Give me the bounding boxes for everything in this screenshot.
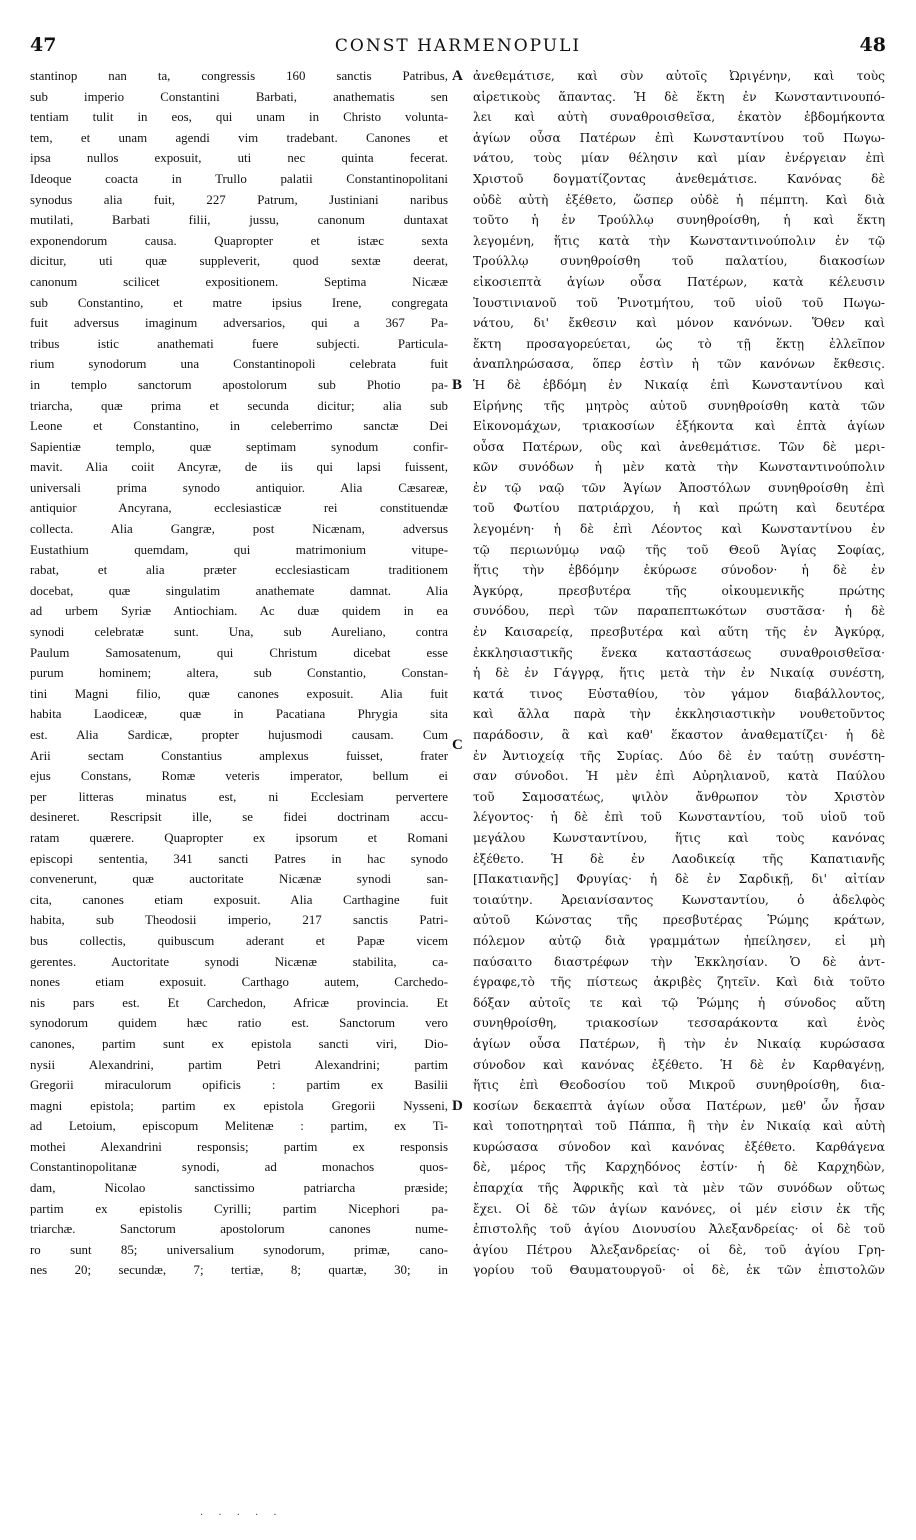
latin-text-line: partim ex epistolis Cyrilli; partim Nicephori pa- — [30, 1201, 448, 1216]
greek-text-line: εἰκοσιεπτὰ ἁγίων οὖσα Πατέρων, κατὰ κέλευσιν — [473, 274, 885, 289]
latin-text-line: nis pars est. Et Carchedon, Africæ provincia. Et — [30, 995, 448, 1010]
greek-text-line: μεγάλου Κωνσταντίνου, ἥτις καὶ τοὺς κανόνας — [473, 830, 885, 845]
greek-text-line: καὶ τοποτηρηταὶ τοῦ Πάππα, ἣ τὴν ἐν Νικαίᾳ καὶ αὐτὴ — [473, 1119, 885, 1134]
latin-text-line: triarchæ. Sanctorum apostolorum canones nume- — [30, 1222, 448, 1237]
greek-text-line: νάτου, τοὺς μίαν θέλησιν καὶ μίαν ἐνέργειαν ἐπὶ — [473, 151, 885, 166]
latin-text-line: nones etiam exposuit. Carthago autem, Carchedo- — [30, 975, 448, 990]
latin-text-line: desineret. Rescripsit ille, se fidei doctrinam accu- — [30, 810, 448, 825]
latin-text-line: purum hominem; altera, sub Constantio, Constan- — [30, 666, 448, 681]
greek-text-line: κοσίων δεκαεπτὰ ἁγίων οὖσα Πατέρων, μεθ' ὧν ἦσαν — [473, 1098, 885, 1113]
latin-text-line: canonum scilicet expositionem. Septima Nicææ — [30, 274, 448, 289]
latin-text-line: mutilati, Barbati filii, jussu, canonum duntaxat — [30, 213, 448, 228]
latin-text-line: antiquior Ancyrana, ecclesiasticæ rei constituendæ — [30, 501, 448, 516]
greek-text-line: ἐν τῷ ναῷ τῶν Ἁγίων Ἀποστόλων συνηθροίσθη ἐπὶ — [473, 480, 885, 495]
latin-text-line: habita Laodiceæ, quæ in Pacatiana Phrygia sita — [30, 707, 448, 722]
latin-text-line: ipsa nullos exposuit, uti nec quinta fecerat. — [30, 151, 448, 166]
greek-text-line: δὲ, μέρος τῆς Καρχηδόνος ἐστίν· ἡ δὲ Καρχηδὼν, — [473, 1160, 885, 1175]
latin-text-line: magni epistola; partim ex epistola Gregorii Nysseni, — [30, 1098, 448, 1113]
greek-text-line: ἁγίου Πέτρου Ἀλεξανδρείας· οἱ δὲ, τοῦ ἁγίου Γρη- — [473, 1242, 885, 1257]
greek-text-line: ἕκτη προσαγορεύεται, ὡς τὸ τῇ ἕκτῃ ἐλλεῖπον — [473, 336, 885, 351]
greek-text-line: κῶν συνόδων ἡ μὲν κατὰ τὴν Κωνσταντινούπολιν — [473, 460, 885, 475]
greek-text-line: συνηθροίσθη, τριακοσίων τεσσαράκοντα καὶ ἑνὸς — [473, 1016, 885, 1031]
greek-text-line: οὖσα Πατέρων, οὓς καὶ ἀνεθεμάτισε. Τῶν δὲ μερι- — [473, 439, 885, 454]
greek-text-line: ἐπαρχία τῆς Ἀφρικῆς καὶ τὰ μὲν τῶν συνόδων οὕτως — [473, 1181, 885, 1196]
latin-text-line: Arii sectam Constantius amplexus fuisset, frater — [30, 748, 448, 763]
latin-text-line: collecta. Alia Gangræ, post Nicænam, adversus — [30, 522, 448, 537]
latin-text-line: canones, partim sunt ex epistola sancti viri, Dio- — [30, 1036, 448, 1051]
greek-text-line: ἐν Ἀντιοχείᾳ τῆς Συρίας. Δύο δὲ ἐν ταύτῃ συνέστη- — [473, 748, 885, 763]
latin-text-line: synodorum quidem hæc ratio est. Sanctorum vero — [30, 1016, 448, 1031]
greek-text-line: λεγομένη, ἥτις κατὰ τὴν Κωνσταντινούπολιν ἐν τῷ — [473, 233, 885, 248]
latin-text-line: habita, sub Theodosii imperio, 217 sanctis Patri- — [30, 913, 448, 928]
greek-text-line: ἁγίων οὖσα Πατέρων ἐπὶ Κωνσταντίνου τοῦ Πωγω- — [473, 130, 885, 145]
greek-text-line: λεγομένη· ἡ δὲ ἐπὶ Λέοντος καὶ Κωνσταντίνου ἐν — [473, 522, 885, 537]
latin-text-line: nes 20; secundæ, 7; tertiæ, 8; quartæ, 30; in — [30, 1263, 448, 1278]
greek-text-line: δόξαν αὐτοῖς τε καὶ τῷ Ῥώμης ἡ σύνοδος αὕτη — [473, 995, 885, 1010]
latin-text-line: ad Letoium, episcopum Melitenæ : partim, ex Ti- — [30, 1119, 448, 1134]
latin-text-line: dicitur, uti quæ suppleverit, quod sextæ deerat, — [30, 254, 448, 269]
greek-column — [473, 66, 885, 1281]
greek-text-line: τοιαύτην. Ἀρειανίσαντος Κωνσταντίου, ὁ ἀδελφὸς — [473, 892, 885, 907]
greek-text-line: [Πακατιανῆς] Φρυγίας· ἡ δὲ ἐν Σαρδικῇ, δι' αἰτίαν — [473, 872, 885, 887]
greek-text-line: ἥτις ἐπὶ Θεοδοσίου τοῦ Μικροῦ συνηθροίσθη, δια- — [473, 1078, 885, 1093]
greek-text-line: νάτου, δι' ἔκθεσιν καὶ μόνον κανόνων. Ὅθεν καὶ — [473, 316, 885, 331]
greek-text-line: λέγοντος· ἡ δὲ ἐπὶ τοῦ Κωνσταντίου, τοῦ υἱοῦ τοῦ — [473, 810, 885, 825]
greek-text-line: Ἀγκύρᾳ, πρεσβυτέρα τῆς οἰκουμενικῆς πρώτης — [473, 583, 885, 598]
latin-text-line: docebat, quæ singulatim anathemate damnat. Alia — [30, 583, 448, 598]
latin-text-line: est. Alia Sardicæ, propter hujusmodi causam. Cum — [30, 728, 448, 742]
latin-text-line: sub imperio Constantini Barbati, anathematis sen — [30, 89, 448, 104]
page-header — [30, 34, 886, 62]
greek-text-line: πόλεμον αὐτῷ διὰ γραμμάτων ἠπείλησεν, εἰ μὴ — [473, 933, 885, 948]
latin-text-line: ad urbem Syriæ Antiochiam. Ac duæ quidem in ea — [30, 604, 448, 619]
greek-text-line: παύσαιτο διαστρέφων τὴν Ἐκκλησίαν. Ὁ δὲ ἀντ- — [473, 954, 885, 969]
greek-text-line: ἐξέθετο. Ἡ δὲ ἐν Λαοδικείᾳ τῆς Καπατιανῆς — [473, 851, 885, 866]
latin-text-line: nysii Alexandrini, partim Petri Alexandrini; partim — [30, 1057, 448, 1072]
greek-text-line: Εἰρήνης τῆς μητρὸς αὐτοῦ συνηθροίσθη κατὰ τῶν — [473, 398, 885, 413]
greek-text-line: έγραφε,τὸ τῆς πίστεως ἀκριβὲς ζητεῖν. Καὶ διὰ τοῦτο — [473, 975, 885, 990]
greek-text-line: ἡ δὲ ἐν Γάγγρᾳ, ἥτις μετὰ τὴν ἐν Νικαίᾳ συνέστη, — [473, 666, 885, 681]
latin-text-line: synodus alia fuit, 227 Patrum, Justiniani naribus — [30, 192, 448, 207]
latin-text-line: Gregorii miraculorum opificis : partim ex Basilii — [30, 1078, 448, 1093]
latin-text-line: Leone et Constantino, in celeberrimo sanctæ Dei — [30, 419, 448, 434]
latin-text-line: episcopi sententia, 341 sancti Patres in hac synodo — [30, 851, 448, 866]
greek-text-line: Τρούλλῳ συνηθροίσθη τοῦ παλατίου, διακοσίων — [473, 254, 885, 269]
section-marker-d: D — [452, 1098, 463, 1114]
greek-text-line: Ἰουστινιανοῦ τοῦ Ῥινοτμήτου, τοῦ υἱοῦ τοῦ Πωγω- — [473, 295, 885, 310]
greek-text-line: τοῦ Σαμοσατέως, ψιλὸν ἄνθρωπον τὸν Χριστὸν — [473, 789, 885, 804]
latin-text-line: ratam quærere. Quapropter ex ipsorum et Romani — [30, 830, 448, 845]
page-number-left: 47 — [30, 34, 57, 56]
greek-text-line: Ἡ δὲ ἑβδόμη ἐν Νικαίᾳ ἐπὶ Κωνσταντίνου καὶ — [473, 377, 885, 392]
greek-text-line: λει καὶ αὐτὴ συναθροισθεῖσα, ἑκατὸν ἑβδομήκοντα — [473, 110, 885, 125]
latin-text-line: dam, Nicolao sanctissimo patriarcha præside; — [30, 1181, 448, 1196]
greek-text-line: τοῦ Φωτίου πατριάρχου, ἡ καὶ πρώτη καὶ δευτέρα — [473, 501, 885, 516]
latin-text-line: Eustathium quemdam, qui matrimonium vitupe- — [30, 542, 448, 557]
latin-text-line: Constantinopolitanæ synodi, ad monachos quos- — [30, 1160, 448, 1175]
greek-text-line: αἱρετικοὺς ἅπαντας. Ἡ δὲ ἕκτη ἐν Κωνσταντινουπό- — [473, 89, 885, 104]
greek-text-line: ἐπιστολῆς τοῦ ἁγίου Διονυσίου Ἀλεξανδρείας· οἱ δὲ τοῦ — [473, 1222, 885, 1237]
greek-text-line: ἀναπληρώσασα, ὅπερ ἐστὶν ἡ τῶν κανόνων ἔκθεσις. — [473, 357, 885, 372]
latin-text-line: stantinop nan ta, congressis 160 sanctis Patribus, — [30, 69, 448, 83]
latin-text-line: convenerunt, quæ auctoritate Nicænæ synodi san- — [30, 872, 448, 887]
section-marker-b: B — [452, 377, 463, 393]
page-smudge: · · · · · — [200, 1510, 283, 1521]
latin-text-line: gerentes. Auctoritate synodi Nicænæ stabilita, ca- — [30, 954, 448, 969]
greek-text-line: συνόδου, περὶ τῶν παραπεπτωκότων συστᾶσα· ἡ δὲ — [473, 604, 885, 619]
greek-text-line: σαν σύνοδοι. Ἡ μὲν ἐπὶ Αὐρηλιανοῦ, κατὰ Παύλου — [473, 769, 885, 784]
greek-text-line: ἐν Καισαρείᾳ, πρεσβυτέρα καὶ αὕτη τῆς ἐν Ἀγκύρᾳ, — [473, 625, 885, 640]
latin-text-line: tribus istic anathemati fuere subjecti. Particula- — [30, 336, 448, 351]
latin-text-line: cita, canones etiam exposuit. Alia Carthagine fuit — [30, 892, 448, 907]
latin-text-line: triarcha, quæ prima et secunda dicitur; alia sub — [30, 398, 448, 413]
greek-text-line: κατά τινος Εὐσταθίου, τὸν γάμον διαβάλλοντος, — [473, 686, 885, 701]
greek-text-line: οὐδὲ αὐτὴ ἐξέθετο, ὥσπερ οὐδὲ ἡ πέμπτη. Καὶ διὰ — [473, 192, 885, 207]
latin-text-line: tentiam tulit in eos, qui unam in Christo volunta- — [30, 110, 448, 125]
latin-text-line: exponendorum causa. Quapropter et istæc sexta — [30, 233, 448, 248]
latin-text-line: tem, et unam agendi vim tradebant. Canones et — [30, 130, 448, 145]
greek-text-line: καὶ ἄλλα παρὰ τὴν ἐκκλησιαστικὴν νουθετοῦντος — [473, 707, 885, 722]
latin-text-line: synodi celebratæ sunt. Una, sub Aureliano, contra — [30, 625, 448, 640]
greek-text-line: ἐκκλησιαστικῆς ἕνεκα καταστάσεως συναθροισθεῖσα· — [473, 645, 885, 660]
greek-text-line: Χριστοῦ δογματίζοντας ἀνεθεμάτισε. Κανόνας δὲ — [473, 171, 885, 186]
greek-text-line: ἀνεθεμάτισε, καὶ σὺν αὐτοῖς Ὠριγένην, καὶ τοὺς — [473, 69, 885, 83]
section-marker-a: A — [452, 68, 463, 84]
latin-text-line: rabat, et alia præter ecclesiasticam traditionem — [30, 563, 448, 578]
latin-text-line: in templo sanctorum apostolorum sub Photio pa- — [30, 377, 448, 392]
latin-text-line: ro sunt 85; universalium synodorum, primæ, cano- — [30, 1242, 448, 1257]
latin-text-line: tini Magni filio, quæ canones exposuit. Alia fuit — [30, 686, 448, 701]
greek-text-line: γορίου τοῦ Θαυματουργοῦ· οἱ δὲ, ἐκ τῶν ἐπιστολῶν — [473, 1263, 885, 1278]
greek-text-line: παράδοσιν, ἃ καὶ καθ' ἕκαστον ἀναθεματίζει· ἡ δὲ — [473, 728, 885, 742]
latin-text-line: sub Constantino, et matre ipsius Irene, congregata — [30, 295, 448, 310]
greek-text-line: ἁγίων οὖσα Πατέρων, ἣ τὴν ἐν Νικαίᾳ κυρώσασα — [473, 1036, 885, 1051]
latin-text-line: mavit. Alia coiit Ancyræ, de iis qui lapsi fuissent, — [30, 460, 448, 475]
greek-text-line: ἥτις τὴν ἑβδόμην ἐκύρωσε σύνοδον· ἡ δὲ ἐν — [473, 563, 885, 578]
greek-text-line: κυρώσασα σύνοδον καὶ κανόνας ἐξέθετο. Καρθάγενα — [473, 1139, 885, 1154]
greek-text-line: τῷ περιωνύμῳ ναῷ τῆς τοῦ Θεοῦ Ἁγίας Σοφίας, — [473, 542, 885, 557]
latin-text-line: ejus Constans, Romæ veteris imperator, bellum ei — [30, 769, 448, 784]
latin-text-line: per litteras minatus est, ni Ecclesiam pervertere — [30, 789, 448, 804]
latin-text-line: Sapientiæ templo, quæ septimam synodum confir- — [30, 439, 448, 454]
greek-text-line: ἔχει. Οἱ δὲ τῶν ἁγίων κανόνες, οἱ μέν εἰσιν ἐκ τῆς — [473, 1201, 885, 1216]
latin-text-line: fuit adversus imaginum adversarios, qui a 367 Pa- — [30, 316, 448, 331]
greek-text-line: σύνοδον καὶ κανόνας ἐξέθετο. Ἡ δὲ ἐν Καρθαγένῃ, — [473, 1057, 885, 1072]
running-title: CONST HARMENOPULI — [334, 36, 582, 56]
latin-text-line: rium synodorum una Constantinopoli celebrata fuit — [30, 357, 448, 372]
latin-text-line: bus collectis, quibuscum aderant et Papæ vicem — [30, 933, 448, 948]
latin-text-line: Paulum Samosatenum, qui Christum dicebat esse — [30, 645, 448, 660]
latin-text-line: Ideoque coacta in Trullo palatii Constantinopolitani — [30, 171, 448, 186]
greek-text-line: τοῦτο ἡ ἐν Τρούλλῳ συνηθροίσθη, ἡ καὶ ἕκτη — [473, 213, 885, 228]
greek-text-line: Εἰκονομάχων, τριακοσίων ἑξήκοντα καὶ ἑπτὰ ἁγίων — [473, 419, 885, 434]
page-number-right: 48 — [859, 34, 886, 56]
latin-text-line: universali prima synodo antiquior. Alia Cæsareæ, — [30, 480, 448, 495]
latin-column — [30, 66, 448, 1281]
section-marker-c: C — [452, 737, 463, 753]
latin-text-line: mothei Alexandrini responsis; partim ex responsis — [30, 1139, 448, 1154]
greek-text-line: αὐτοῦ Κώνστας τῆς πρεσβυτέρας Ῥώμης κράτων, — [473, 913, 885, 928]
